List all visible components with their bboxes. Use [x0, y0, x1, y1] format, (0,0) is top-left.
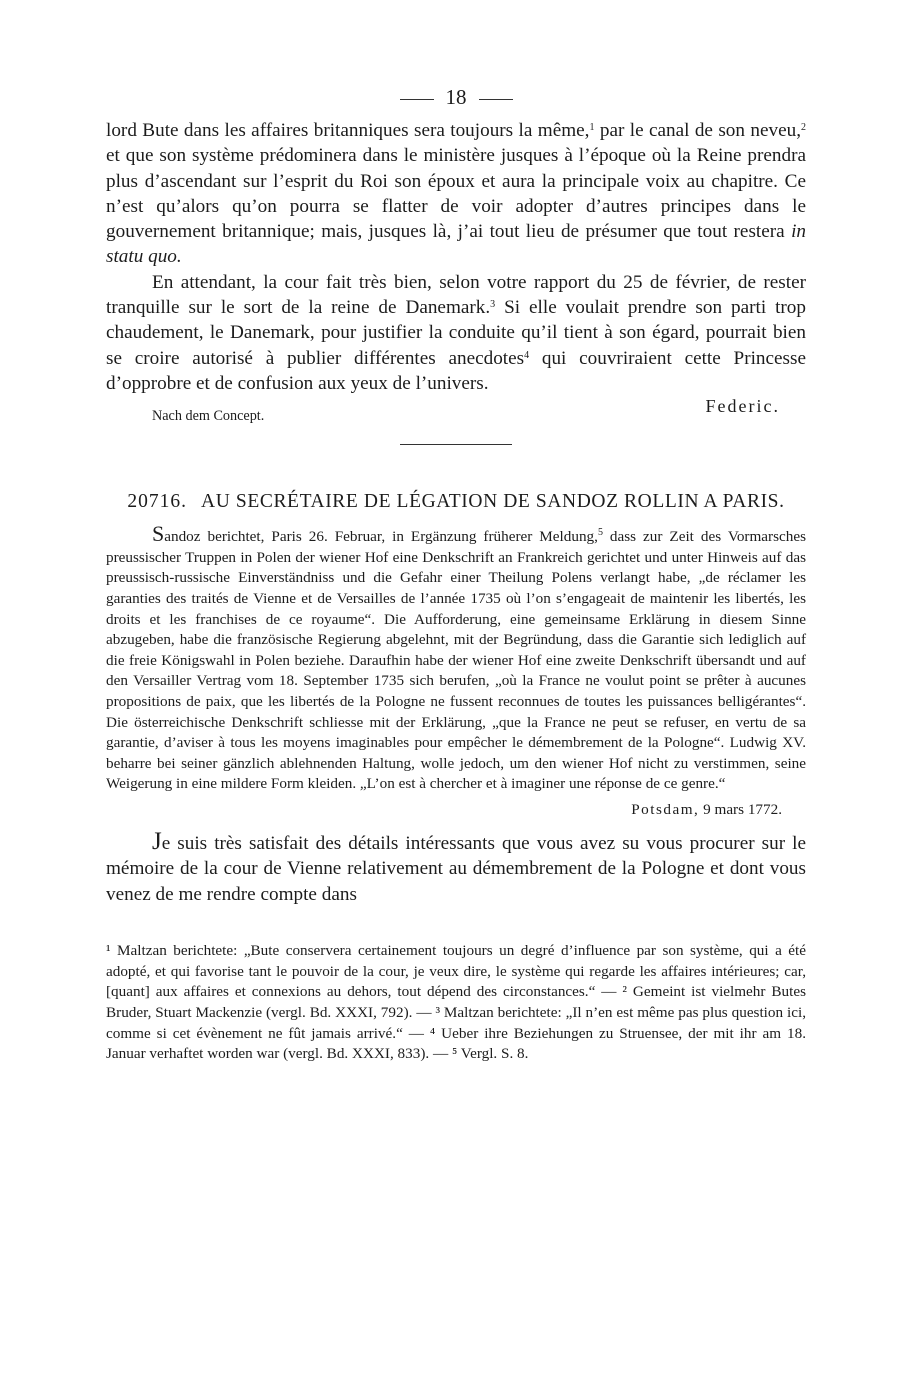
letter2-body: [106, 829, 806, 907]
text-run: lord Bute dans les affaires britanniques sera toujours la même,: [106, 120, 590, 141]
letter2-heading: [106, 489, 806, 514]
signature: Federic.: [705, 396, 780, 417]
header-dash-left: [400, 99, 434, 100]
page-number: 18: [445, 85, 467, 109]
source-note: Nach dem Concept.: [152, 408, 265, 425]
summary-initial: S: [152, 521, 165, 547]
italic-phrase: in statu quo.: [106, 221, 806, 268]
footnotes: ¹ Maltzan berichtete: „Bute conservera certainement toujours un degré d’influence par son système, qui a été adopté, et qui favorise tant le pouvoir de la cour, je veux dire, le système qui regarde les affaires intérieures; car, [quant] aux affaires et connexions au dehors, tout dépend des circonstances.“ — ² Gemeint ist vielmehr Butes Bruder, Stuart Mackenzie (vergl. Bd. XXXI, 792). — ³ Maltzan berichtete: „Il n’en est même pas plus question ici, comme si cet évènement ne fût jamais arrivé.“ — ⁴ Ueber ihre Beziehungen zu Struensee, der mit ihr am 18. Januar verhaftet worden war (vergl. Bd. XXXI, 833). — ⁵ Vergl. S. 8.: [106, 941, 806, 1063]
footnote-ref-3[interactable]: 3: [490, 299, 496, 311]
page-header: [106, 82, 806, 112]
document-number: 20716.: [127, 491, 188, 513]
footnote-ref-5[interactable]: 5: [597, 527, 603, 539]
letter1-paragraph-2: [106, 270, 806, 396]
letter1-closing: [106, 396, 806, 430]
body-initial: J: [152, 827, 162, 855]
footnote-ref-2[interactable]: 2: [801, 122, 806, 133]
date-place: Potsdam,: [631, 800, 700, 818]
footnote-ref-1[interactable]: 1: [589, 122, 595, 133]
header-dash-right: [479, 99, 513, 100]
document-title: AU SECRÉTAIRE DE LÉGATION DE SANDOZ ROLLIN A PARIS.: [201, 491, 785, 513]
text-run: et que son système prédominera dans le ministère jusques à l’époque où la Reine prendra plus d’ascendant sur l’esprit du Roi son époux et aura la principale voix au chapitre. Ce n’est qu’alors qu’on pourra se flatter de voir adopter d’autres principes dans le gouvernement britannique; mais, jusques là, j’ai tout lieu de présumer que tout restera: [106, 145, 806, 243]
letter1-paragraph-1: [106, 118, 806, 270]
section-divider: [400, 444, 512, 445]
text-run: dass zur Zeit des Vormarsches preussischer Truppen in Polen der wiener Hof eine Denkschrift an Frankreich gerichtet und unter Hinweis auf das preussisch-russische Einverständniss und die Gefahr einer Theilung Polens verlangt habe, „de réclamer les garanties des traités de Vienne et de Versailles de l’année 1735 où l’on s’engageait de maintenir les libertés, les droits et les franchises de ce royaume“. Die Aufforderung, eine gemeinsame Erklärung in diesem Sinne abzugeben, habe die französische Regierung abgelehnt, mit der Begründung, dass die Garantie sich lediglich auf die freie Königswahl in Polen beziehe. Daraufhin habe der wiener Hof eine zweite Denkschrift übersandt und auf den Versailler Vertrag vom 18. September 1735 sich berufen, „où la France ne voulut point se prêter à aucunes propositions de paix, que les libertés de la Pologne ne fussent reconnues de toutes les puissances belligérantes“. Die österreichische Denkschrift schliesse mit der Erklärung, „que la France ne peut se refuser, en vertu de sa garantie, d’aviser à tous les moyens imaginables pour empêcher le démembrement de la Pologne“. Ludwig XV. beharre bei seiner gänzlich ablehnenden Haltung, wolle jedoch, um den wiener Hof nicht zu verstimmen, seine Weigerung in eine mildere Form kleiden. „L’on est à chercher et à imaginer une réponse de ce genre.“: [106, 528, 806, 793]
text-run: e suis très satisfait des détails intéressants que vous avez su vous procurer sur le mémoire de la cour de Vienne relativement au démembrement de la Pologne et dont vous venez de me rendre compte dans: [106, 832, 806, 905]
text-run: En attendant, la cour fait très bien, selon votre rapport du 25 de février, de rester tranquille sur le sort de la reine de Danemark.: [106, 271, 806, 319]
footnote-ref-4[interactable]: 4: [524, 349, 530, 361]
date-text: 9 mars 1772.: [699, 800, 782, 818]
text-run: andoz berichtet, Paris 26. Februar, in Ergänzung früherer Meldung,: [164, 528, 598, 546]
letter2-summary: [106, 521, 806, 795]
page: [106, 82, 806, 1065]
text-run: Si elle voulait prendre son parti trop chaudement, le Danemark, pour justifier la conduite qu’il tient à son égard, pourrait bien se croire autorisé à publier différentes anecdotes: [106, 297, 806, 369]
text-run: par le canal de son neveu,: [594, 120, 801, 141]
dateline: [106, 799, 806, 821]
text-run: qui couvriraient cette Princesse d’opprobre et de confusion aux yeux de l’univers.: [106, 347, 806, 394]
